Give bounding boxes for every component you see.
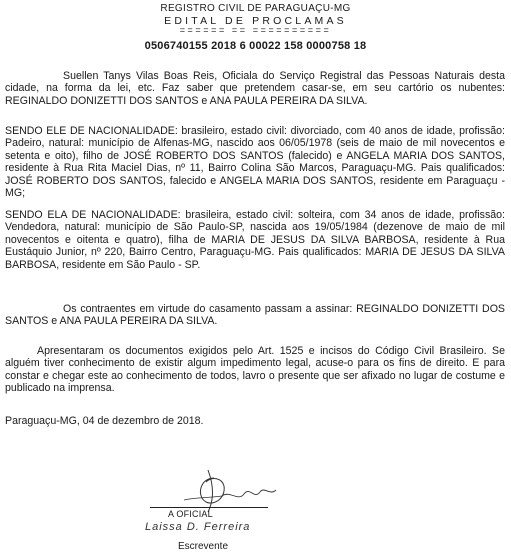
official-title: A OFICIAL bbox=[168, 509, 213, 519]
edital-title: EDITAL DE PROCLAMAS bbox=[164, 15, 347, 27]
scribe-name-stamp: Laissa D. Ferreira bbox=[145, 521, 251, 533]
intro-text: Suellen Tanys Vilas Boas Reis, Oficiala do Serviço Registral das Pessoas Naturais desta cidade, na forma da lei, etc. Faz saber que pretendem casar-se, em seu cartório os nubentes: REGINALDO DONIZETTI DOS SANTOS e ANA PAULA PEREIRA DA SILVA. bbox=[5, 70, 505, 107]
registration-code: 0506740155 2018 6 00022 158 0000758 18 bbox=[144, 40, 367, 52]
scribe-role: Escrevente bbox=[178, 541, 229, 552]
title-underline: ====== == ========== bbox=[179, 25, 332, 35]
date-line: Paraguaçu-MG, 04 de dezembro de 2018. bbox=[5, 415, 204, 427]
registry-title: REGISTRO CIVIL DE PARAGUAÇU-MG bbox=[160, 3, 351, 14]
documents-text: Apresentaram os documentos exigidos pelo Art. 1525 e incisos do Código Civil Brasileiro. Se alguém tiver conhecimento de existir algum impedimento legal, acuse-o para os fins de direito. E para constar e chegar este ao conhecimento de todos, lavro o presente que ser afixado no lugar de costume e publicado na imprensa. bbox=[5, 345, 505, 395]
signature-line bbox=[150, 507, 268, 508]
signing-text: Os contraentes em virtude do casamento passam a assinar: REGINALDO DONIZETTI DOS SANTOS e ANA PAULA PEREIRA DA SILVA. bbox=[5, 303, 505, 328]
bride-text: SENDO ELA DE NACIONALIDADE: brasileira, estado civil: solteira, com 34 anos de idade, profissão: Vendedora, natural: município de São Paulo-SP, nascida aos 19/05/1984 (dezenove de maio de mil novecentos e oitenta e quatro), filha de MARIA DE JESUS DA SILVA BARBOSA, residente à Rua Eustáquio Junior, nº 220, Bairro Centro, Paraguaçu-MG. Pais qualificados: MARIA DE JESUS DA SILVA BARBOSA, residente em São Paulo - SP. bbox=[5, 209, 505, 271]
groom-text: SENDO ELE DE NACIONALIDADE: brasileiro, estado civil: divorciado, com 40 anos de idade, profissão: Padeiro, natural: município de Alfenas-MG, nascido aos 06/05/1978 (seis de maio de mil novecentos e setenta e oito), filho de JOSÉ ROBERTO DOS SANTOS (falecido) e ANGELA MARIA DOS SANTOS, residente à Rua Rita Maciel Dias, nº 11, Bairro Colina São Marcos, Paraguaçu-MG. Pais qualificados: JOSÉ ROBERTO DOS SANTOS, falecido e ANGELA MARIA DOS SANTOS, residente em Paraguaçu - MG; bbox=[5, 125, 505, 200]
